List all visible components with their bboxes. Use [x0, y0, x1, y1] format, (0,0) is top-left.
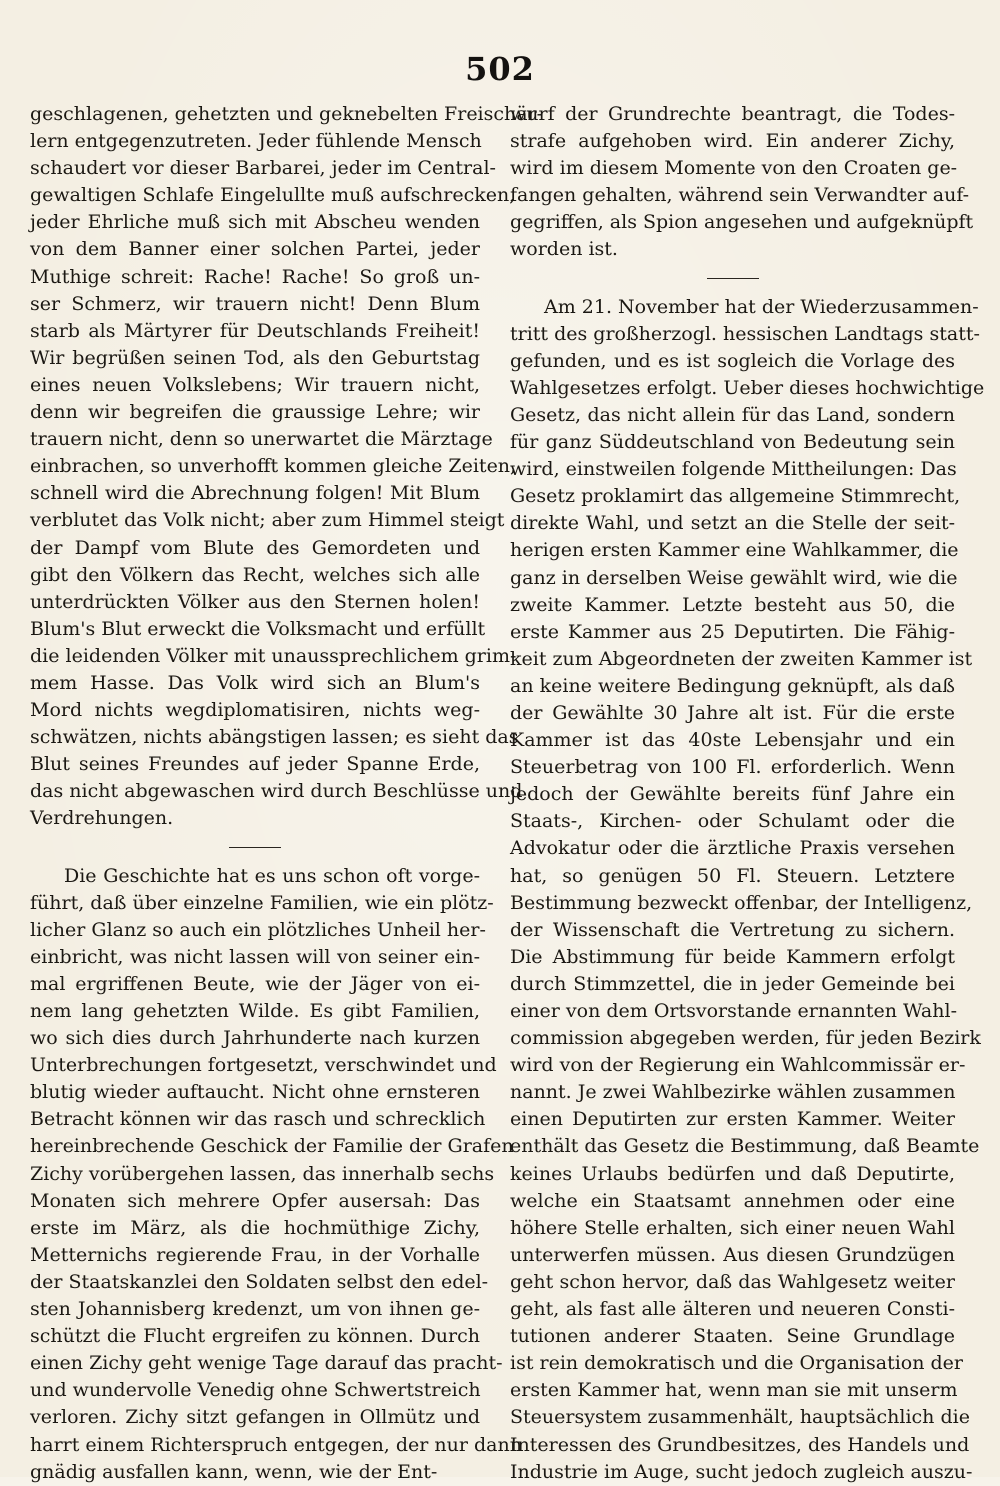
text-line: harrt einem Richterspruch entgegen, der nur dann: [30, 1433, 522, 1456]
text-line: geschlagenen, gehetzten und geknebelten Freischär-: [30, 103, 544, 125]
text-line: herigen ersten Kammer eine Wahlkammer, die: [510, 539, 959, 562]
text-line: Kammer ist das 40ste Lebensjahr und ein: [510, 729, 955, 752]
right-paragraph-2: [510, 294, 985, 1486]
text-line: sten Johannisberg kredenzt, um von ihnen ge-: [30, 1298, 480, 1321]
text-line: hereinbrechende Geschick der Familie der Grafen: [30, 1135, 514, 1158]
text-line: Die Geschichte hat es uns schon oft vorge-: [64, 864, 480, 887]
text-line: Wir begrüßen seinen Tod, als den Geburtstag: [30, 346, 480, 369]
text-line: mem Hasse. Das Volk wird sich an Blum's: [30, 671, 480, 694]
right-paragraph-1: [510, 101, 974, 264]
text-line: geht, als fast alle älteren und neueren Consti-: [510, 1298, 955, 1321]
text-line: einbricht, was nicht lassen will von seiner ein-: [30, 945, 480, 968]
text-line: keit zum Abgeordneten der zweiten Kammer ist: [510, 647, 973, 670]
text-line: tutionen anderer Staaten. Seine Grundlage: [510, 1325, 955, 1348]
text-line: verloren. Zichy sitzt gefangen in Ollmütz und: [30, 1406, 480, 1429]
text-line: gibt den Völkern das Recht, welches sich alle: [30, 563, 480, 586]
right-column: [510, 101, 985, 1486]
text-line: tritt des großherzogl. hessischen Landtags statt-: [510, 322, 980, 345]
text-line: Industrie im Auge, sucht jedoch zugleich auszu-: [510, 1460, 973, 1483]
text-line: Gesetz proklamirt das allgemeine Stimmrecht,: [510, 485, 961, 508]
text-line: licher Glanz so auch ein plötzliches Unheil her-: [30, 918, 486, 941]
text-line: und wundervolle Venedig ohne Schwertstreich: [30, 1379, 481, 1402]
text-line: wird von der Regierung ein Wahlcommissär er-: [510, 1054, 966, 1077]
text-line: Steuersystem zusammenhält, hauptsächlich die: [510, 1406, 970, 1429]
text-line: das nicht abgewaschen wird durch Beschlüsse und: [30, 780, 523, 803]
section-divider-left: [30, 833, 480, 863]
text-line: einbrachen, so unverhofft kommen gleiche Zeiten,: [30, 455, 517, 478]
text-line: ser Schmerz, wir trauern nicht! Denn Blum: [30, 292, 480, 315]
text-line: fangen gehalten, während sein Verwandter auf-: [510, 184, 970, 207]
text-line: für ganz Süddeutschland von Bedeutung sein: [510, 431, 955, 454]
left-paragraph-2: [30, 863, 522, 1486]
text-line: commission abgegeben werden, für jeden Bezirk: [510, 1027, 981, 1050]
text-line: Advokatur oder die ärztliche Praxis versehen: [510, 837, 955, 860]
text-line: Monaten sich mehrere Opfer ausersah: Das: [30, 1189, 480, 1212]
text-line: worden ist.: [510, 238, 618, 261]
text-line: erste im März, als die hochmüthige Zichy,: [30, 1216, 480, 1239]
text-line: Metternichs regierende Frau, in der Vorhalle: [30, 1243, 480, 1266]
text-line: hat, so genügen 50 Fl. Steuern. Letztere: [510, 864, 955, 887]
text-line: Staats-, Kirchen- oder Schulamt oder die: [510, 810, 955, 833]
text-line: von dem Banner einer solchen Partei, jeder: [30, 238, 480, 261]
text-line: gegriffen, als Spion angesehen und aufgeknüpft: [510, 211, 974, 234]
text-line: schützt die Flucht ergreifen zu können. Durch: [30, 1325, 480, 1348]
text-line: strafe aufgehoben wird. Ein anderer Zichy,: [510, 130, 955, 153]
text-line: Steuerbetrag von 100 Fl. erforderlich. Wenn: [510, 756, 955, 779]
text-line: wird, einstweilen folgende Mittheilungen: Das: [510, 458, 957, 481]
page-number: 502: [465, 50, 535, 88]
text-line: der Gewählte 30 Jahre alt ist. Für die erste: [510, 701, 955, 724]
text-line: erste Kammer aus 25 Deputirten. Die Fähig-: [510, 620, 955, 643]
text-line: verblutet das Volk nicht; aber zum Himmel steigt: [30, 509, 505, 532]
text-line: wo sich dies durch Jahrhunderte nach kurzen: [30, 1027, 480, 1050]
text-line: einer von dem Ortsvorstande ernannten Wahl-: [510, 1000, 957, 1022]
text-line: denn wir begreifen die graussige Lehre; wir: [30, 401, 480, 424]
left-paragraph-1: [30, 101, 544, 833]
text-line: einen Zichy geht wenige Tage darauf das pracht-: [30, 1352, 503, 1375]
text-line: an keine weitere Bedingung geknüpft, als daß: [510, 674, 955, 697]
text-line: Die Abstimmung für beide Kammern erfolgt: [510, 945, 955, 968]
text-line: gewaltigen Schlafe Eingelullte muß aufschrecken,: [30, 184, 516, 207]
text-line: Muthige schreit: Rache! Rache! So groß un-: [30, 265, 480, 288]
text-line: Interessen des Grundbesitzes, des Handels und: [510, 1433, 970, 1456]
text-line: der Wissenschaft die Vertretung zu sichern.: [510, 918, 955, 941]
text-line: direkte Wahl, und setzt an die Stelle der seit-: [510, 512, 955, 535]
text-line: Betracht können wir das rasch und schrecklich: [30, 1108, 486, 1131]
text-line: der Staatskanzlei den Soldaten selbst den edel-: [30, 1270, 489, 1293]
text-line: welche ein Staatsamt annehmen oder eine: [510, 1189, 955, 1212]
text-line: schwätzen, nichts abängstigen lassen; es sieht das: [30, 726, 519, 749]
section-divider-right: [510, 264, 955, 294]
text-line: jeder Ehrliche muß sich mit Abscheu wenden: [30, 211, 480, 234]
text-line: schaudert vor dieser Barbarei, jeder im Central-: [30, 157, 496, 180]
text-line: der Dampf vom Blute des Gemordeten und: [30, 536, 480, 559]
text-line: gefunden, und es ist sogleich die Vorlage des: [510, 349, 955, 372]
text-line: jedoch der Gewählte bereits fünf Jahre ein: [510, 783, 955, 806]
text-line: keines Urlaubs bedürfen und daß Deputirte,: [510, 1162, 955, 1185]
text-line: durch Stimmzettel, die in jeder Gemeinde bei: [510, 972, 955, 995]
text-line: ganz in derselben Weise gewählt wird, wie die: [510, 566, 958, 589]
text-line: wurf der Grundrechte beantragt, die Todes-: [510, 103, 955, 125]
text-line: Mord nichts wegdiplomatisiren, nichts weg-: [30, 699, 480, 722]
text-line: starb als Märtyrer für Deutschlands Freiheit!: [30, 319, 480, 342]
left-column: [30, 101, 544, 1486]
text-line: führt, daß über einzelne Familien, wie ein plötz-: [30, 891, 494, 914]
text-line: eines neuen Volkslebens; Wir trauern nicht,: [30, 373, 480, 396]
text-line: unterdrückten Völker aus den Sternen holen!: [30, 590, 480, 613]
text-line: unterwerfen müssen. Aus diesen Grundzügen: [510, 1243, 955, 1266]
text-line: enthält das Gesetz die Bestimmung, daß Beamte: [510, 1135, 980, 1158]
text-line: schnell wird die Abrechnung folgen! Mit Blum: [30, 482, 480, 505]
text-line: Unterbrechungen fortgesetzt, verschwindet und: [30, 1054, 497, 1077]
text-line: Am 21. November hat der Wiederzusammen-: [544, 295, 979, 318]
text-line: die leidenden Völker mit unaussprechlichem grim-: [30, 644, 517, 667]
text-line: höhere Stelle erhalten, sich einer neuen Wahl: [510, 1216, 955, 1239]
text-line: mal ergriffenen Beute, wie der Jäger von ei-: [30, 972, 480, 995]
text-line: Gesetz, das nicht allein für das Land, sondern: [510, 403, 955, 426]
text-line: Zichy vorübergehen lassen, das innerhalb sechs: [30, 1162, 495, 1185]
text-line: Blut seines Freundes auf jeder Spanne Erde,: [30, 753, 480, 776]
text-line: einen Deputirten zur ersten Kammer. Weiter: [510, 1108, 955, 1131]
text-line: gnädig ausfallen kann, wenn, wie der Ent-: [30, 1460, 438, 1483]
text-line: ersten Kammer hat, wenn man sie mit unserm: [510, 1379, 958, 1402]
text-line: trauern nicht, denn so unerwartet die Märztage: [30, 428, 493, 451]
text-line: blutig wieder auftaucht. Nicht ohne ernsteren: [30, 1081, 480, 1104]
text-line: Blum's Blut erweckt die Volksmacht und erfüllt: [30, 617, 486, 640]
text-line: nannt. Je zwei Wahlbezirke wählen zusammen: [510, 1081, 956, 1104]
text-line: zweite Kammer. Letzte besteht aus 50, die: [510, 593, 955, 616]
text-line: lern entgegenzutreten. Jeder fühlende Mensch: [30, 130, 482, 153]
text-line: Verdrehungen.: [30, 807, 174, 830]
text-line: Bestimmung bezweckt offenbar, der Intelligenz,: [510, 891, 973, 914]
text-line: ist rein demokratisch und die Organisation der: [510, 1352, 964, 1375]
text-line: wird im diesem Momente von den Croaten ge-: [510, 157, 958, 180]
text-line: nem lang gehetzten Wilde. Es gibt Familien,: [30, 1000, 480, 1022]
text-line: Wahlgesetzes erfolgt. Ueber dieses hochwichtige: [510, 376, 985, 399]
text-line: geht schon hervor, daß das Wahlgesetz weiter: [510, 1270, 955, 1293]
